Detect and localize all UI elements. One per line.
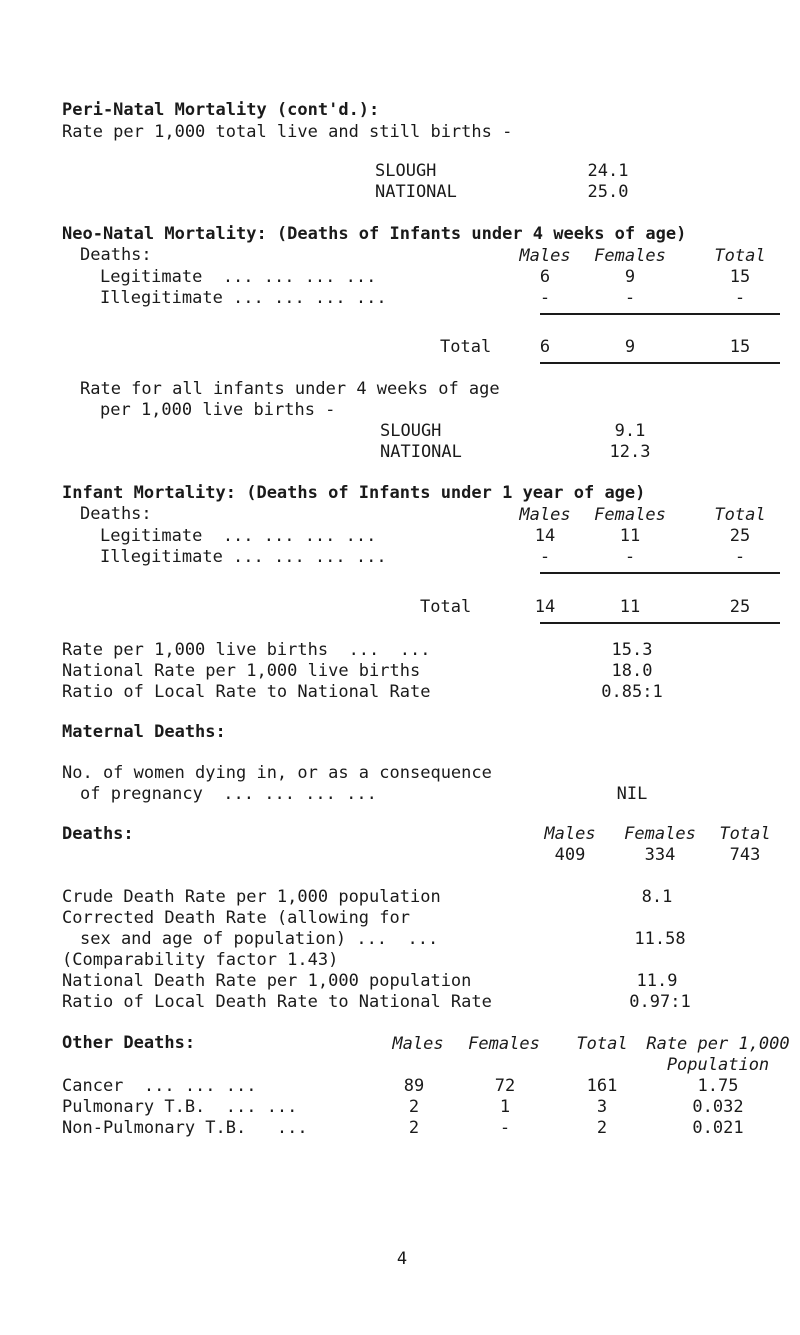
- neo-natal-heading: Neo-Natal Mortality: (Deaths of Infants under 4 weeks of age): [62, 224, 687, 244]
- infant-row-females: -: [624, 547, 636, 567]
- neo-total-rule: [540, 362, 780, 364]
- infant-row-females: 11: [619, 526, 641, 546]
- other-row-males: 2: [408, 1118, 420, 1138]
- other-row-label: Cancer ... ... ...: [62, 1076, 257, 1096]
- deaths-females: 334: [644, 845, 676, 865]
- national-death-rate-value: 11.9: [636, 971, 678, 991]
- infant-subtotal-rule: [540, 572, 780, 574]
- national-death-rate-label: National Death Rate per 1,000 population: [62, 971, 472, 991]
- corrected-death-rate-line2: sex and age of population) ... ...: [80, 929, 439, 949]
- neo-slough-label: SLOUGH: [380, 421, 442, 441]
- deaths-total: 743: [729, 845, 761, 865]
- corrected-death-rate-value: 11.58: [634, 929, 686, 949]
- infant-stat-label: Rate per 1,000 live births ... ...: [62, 640, 431, 660]
- neo-row-females: 9: [624, 267, 636, 287]
- neo-row-label: Legitimate ... ... ... ...: [100, 267, 377, 287]
- infant-deaths-label: Deaths:: [80, 504, 152, 524]
- other-col-males: Males: [392, 1034, 444, 1054]
- other-row-label: Pulmonary T.B. ... ...: [62, 1097, 298, 1117]
- neo-subtotal-rule: [540, 313, 780, 315]
- other-row-females: 1: [499, 1097, 511, 1117]
- neo-row-females: -: [624, 288, 636, 308]
- infant-total-label: Total: [420, 597, 472, 617]
- neo-row-total: 15: [729, 267, 751, 287]
- neo-row-males: 6: [539, 267, 551, 287]
- crude-death-rate-value: 8.1: [641, 887, 673, 907]
- peri-natal-heading: Peri-Natal Mortality (cont'd.):: [62, 100, 380, 120]
- other-row-total: 3: [596, 1097, 608, 1117]
- infant-stat-label: National Rate per 1,000 live births: [62, 661, 421, 681]
- peri-slough-value: 24.1: [587, 161, 629, 181]
- neo-rate-line1: Rate for all infants under 4 weeks of age: [80, 379, 500, 399]
- neo-national-label: NATIONAL: [380, 442, 462, 462]
- peri-slough-label: SLOUGH: [375, 161, 437, 181]
- crude-death-rate-label: Crude Death Rate per 1,000 population: [62, 887, 441, 907]
- other-row-females: -: [499, 1118, 511, 1138]
- neo-national-value: 12.3: [609, 442, 651, 462]
- other-col-females: Females: [468, 1034, 540, 1054]
- other-row-rate: 1.75: [697, 1076, 739, 1096]
- infant-row-males: 14: [534, 526, 556, 546]
- deaths-col-females: Females: [624, 824, 696, 844]
- other-col-total: Total: [576, 1034, 628, 1054]
- other-row-males: 2: [408, 1097, 420, 1117]
- infant-col-total: Total: [714, 505, 766, 525]
- infant-total-males: 14: [534, 597, 556, 617]
- neo-row-total: -: [734, 288, 746, 308]
- neo-total-label: Total: [440, 337, 492, 357]
- infant-row-total: -: [734, 547, 746, 567]
- neo-total-males: 6: [539, 337, 551, 357]
- other-col-rate: Rate per 1,000: [646, 1034, 790, 1054]
- neo-row-label: Illegitimate ... ... ... ...: [100, 288, 387, 308]
- other-row-rate: 0.021: [692, 1118, 744, 1138]
- other-row-males: 89: [403, 1076, 425, 1096]
- infant-stat-value: 15.3: [611, 640, 653, 660]
- comparability-factor: (Comparability factor 1.43): [62, 950, 339, 970]
- infant-heading: Infant Mortality: (Deaths of Infants under 1 year of age): [62, 483, 646, 503]
- other-row-total: 161: [586, 1076, 618, 1096]
- death-rate-ratio-value: 0.97:1: [629, 992, 691, 1012]
- neo-deaths-label: Deaths:: [80, 245, 152, 265]
- maternal-heading: Maternal Deaths:: [62, 722, 226, 742]
- other-row-label: Non-Pulmonary T.B. ...: [62, 1118, 308, 1138]
- neo-col-total: Total: [714, 246, 766, 266]
- page-number: 4: [396, 1249, 408, 1269]
- infant-row-males: -: [539, 547, 551, 567]
- neo-col-females: Females: [594, 246, 666, 266]
- neo-row-males: -: [539, 288, 551, 308]
- peri-national-value: 25.0: [587, 182, 629, 202]
- infant-row-label: Legitimate ... ... ... ...: [100, 526, 377, 546]
- neo-rate-line2: per 1,000 live births -: [100, 400, 336, 420]
- neo-col-males: Males: [519, 246, 571, 266]
- neo-total-females: 9: [624, 337, 636, 357]
- maternal-line2: of pregnancy ... ... ... ...: [80, 784, 377, 804]
- other-deaths-heading: Other Deaths:: [62, 1033, 196, 1053]
- corrected-death-rate-line1: Corrected Death Rate (allowing for: [62, 908, 410, 928]
- deaths-heading: Deaths:: [62, 824, 134, 844]
- infant-stat-label: Ratio of Local Rate to National Rate: [62, 682, 431, 702]
- infant-total-rule: [540, 622, 780, 624]
- infant-stat-value: 18.0: [611, 661, 653, 681]
- death-rate-ratio-label: Ratio of Local Death Rate to National Rate: [62, 992, 492, 1012]
- infant-col-females: Females: [594, 505, 666, 525]
- other-col-rate-population: Population: [666, 1055, 770, 1075]
- deaths-col-males: Males: [544, 824, 596, 844]
- deaths-col-total: Total: [719, 824, 771, 844]
- infant-row-label: Illegitimate ... ... ... ...: [100, 547, 387, 567]
- infant-row-total: 25: [729, 526, 751, 546]
- maternal-line1: No. of women dying in, or as a consequence: [62, 763, 492, 783]
- deaths-males: 409: [554, 845, 586, 865]
- neo-slough-value: 9.1: [614, 421, 646, 441]
- other-row-total: 2: [596, 1118, 608, 1138]
- other-row-rate: 0.032: [692, 1097, 744, 1117]
- peri-natal-subheading: Rate per 1,000 total live and still births -: [62, 122, 513, 142]
- neo-total-total: 15: [729, 337, 751, 357]
- other-row-females: 72: [494, 1076, 516, 1096]
- infant-stat-value: 0.85:1: [601, 682, 663, 702]
- infant-total-females: 11: [619, 597, 641, 617]
- infant-total-total: 25: [729, 597, 751, 617]
- infant-col-males: Males: [519, 505, 571, 525]
- maternal-value: NIL: [616, 784, 648, 804]
- peri-national-label: NATIONAL: [375, 182, 457, 202]
